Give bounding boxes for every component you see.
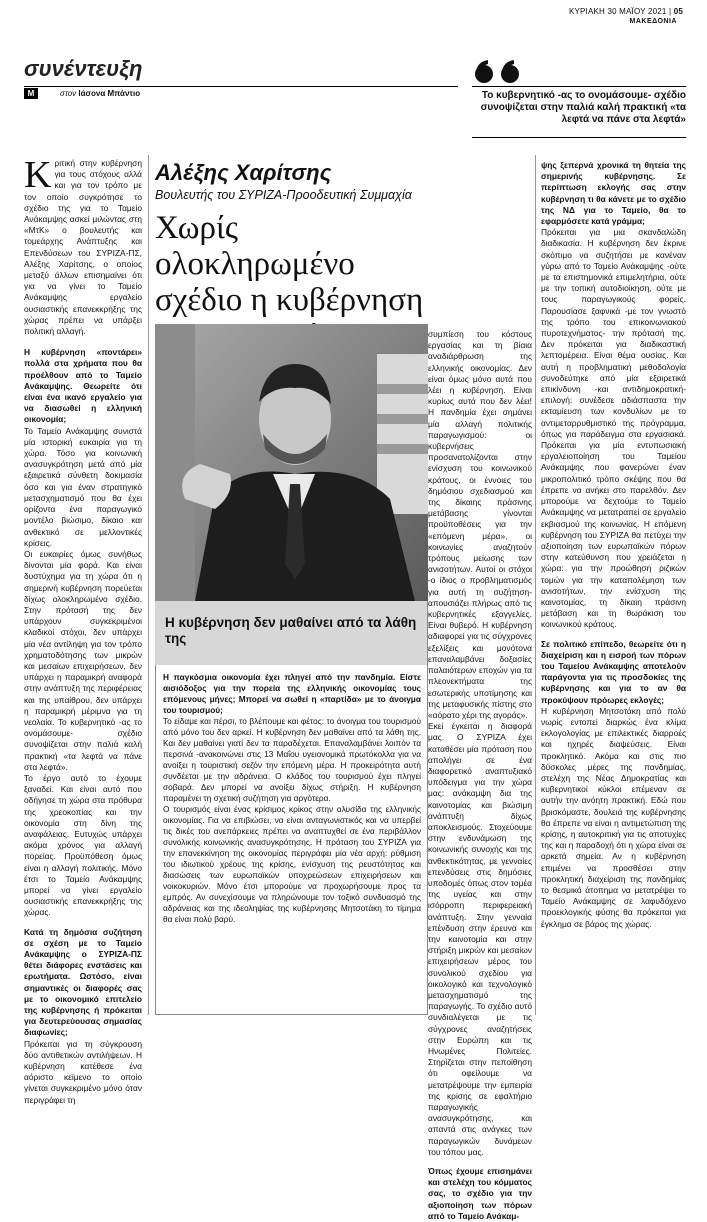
article-column-3 bbox=[428, 329, 532, 1221]
article-column-1: Κριτική στην κυβέρνηση για τους στόχους αλλά και για τον τρόπο με τον οποίο συγκρότησε το σχέδιο της για το Ταμείο Ανάκαμψης ασκεί μιλώντας στη «ΜτΚ» ο βουλευτής και τομεάρχης Ανάπτυξης και Επενδύσεων του ΣΥΡΙΖΑ-ΠΣ, Αλέξης Χαρίτσης, ο οποίος μεταξύ άλλων επισημαίνει ότι για να γίνει το Ταμείο Ανάκαμψης εργαλείο ουσιαστικής επανεκκρήξης της χώρας πρέπει να υπάρξει πολιτική αλλαγή. Η κυβέρνηση «ποντάρει» πολλά στα χρήματα που θα προέλθουν από το Ταμείο Ανάκαμψης. Θεωρείτε ότι είναι ένα ικανό εργαλείο για να διασωθεί η ελληνική οικονομία; Το Ταμείο Ανάκαμψης συνιστά μία ιστορική ευκαιρία για τη χώρα. Τόσο για κοινωνική ανασυγκρότηση μετά από μία εξαιρετικά σύνθετη δοκιμασία όσο και για έναν στρατηγικό μετασχηματισμό που θα έχει ορίζοντα ένα παραγωγικό μοντέλο βιώσιμο, δίκαιο και ανθεκτικό σε μελλοντικές κρίσεις. Οι ευκαιρίες όμως συνήθως δίνονται μία φορά. Και είναι δυστύχημα για τη χώρα ότι η σημερινή κυβέρνηση πορεύεται δίχως ολοκληρωμένο σχέδιο. Στην πρότασή της δεν υπάρχουν συγκεκριμένοι κλαδικοί στόχοι, δεν υπάρχει μία νέα αντίληψη για τον τρόπο χρηματοδότησης των μικρών και μεσαίων επιχειρήσεων, δεν υπάρχει η παραμικρή αναφορά στην ανάπτυξη της περιφέρειας και της υπαίθρου, δεν υπάρχει η παραμικρή μέριμνα για τη νεολαία. Το κυβερνητικό -ας το ονομάσουμε- σχέδιο συνοψίζεται στην παλιά καλή πρακτική «τα λεφτά να πάνε στα λεφτά». Το έργο αυτό το έχουμε ξαναδεί. Και είναι αυτό που οδήγησε τη χώρα στα πρόθυρα της χρεοκοπίας και την οικονομία στη δίνη της αναφάλειας. Ευτυχώς υπάρχει ακόμα χρόνος για αλλαγή πορείας. Προϋπόθεση όμως είναι η αλλαγή πολιτικής. Μόνο έτσι το Ταμείο Ανάκαμψης μπορεί να γίνει εργαλείο ουσιαστικής επανεκκρήξης της χώρας. Κατά τη δημόσια συζήτηση σε σχέση με το Ταμείο Ανάκαμψης ο ΣΥΡΙΖΑ-ΠΣ θέτει διάφορες ενστάσεις και ερωτήματα. Ωστόσο, είναι σημαντικές οι διαφορές σας με το οικονομικό επιτελείο της κυβέρνησης ή πρόκειται για δευτερεύουσας σημασίας διαφωνίες; Πρόκειται για τη σύγκρουση δύο αντιθετικών αντιλήψεων. Η κυβέρνηση κατέθεσε ένα αόριστο κείμενο το οποίο γίνεται συγκεκριμένο μόνο όταν περιγράφει τη bbox=[24, 154, 142, 1105]
answer: Οι ευκαιρίες όμως συνήθως δίνονται μία φορά. Και είναι δυστύχημα για τη χώρα ότι η σημερινή κυβέρνηση πορεύεται δίχως ολοκληρωμένο σχέδιο. Στην πρότασή της δεν υπάρχουν συγκεκριμένοι κλαδικοί στόχοι, δεν υπάρχει μία νέα αντίληψη για τον τρόπο χρηματοδότησης των μικρών και μεσαίων επιχειρήσεων, δεν υπάρχει η παραμικρή αναφορά στην ανάπτυξη της περιφέρειας και της υπαίθρου, δεν υπάρχει η παραμικρή μέριμνα για τη νεολαία. Το κυβερνητικό -ας το ονομάσουμε- σχέδιο συνοψίζεται στην παλιά καλή πρακτική «τα λεφτά να πάνε στα λεφτά». bbox=[24, 548, 142, 772]
answer: συμπίεση του κόστους εργασίας και τη βίαια αναδιάρθρωση της ελληνικής οικονομίας. Δεν είναι όμως μόνο αυτά που λέει η κυβέρνηση. Είναι κυρίως αυτά που δεν λέει! Η πανδημία έχει σημάνει μία αλλαγή πολιτικής παραγωγισμού: οι κυβερνήσεις προσανατολίζονται στην ενίσχυση του κοινωνικού κράτους, οι έννοιες του δημόσιου σχεδιασμού και της δίκαιης πράσινης μετάβασης γίνονται προϋποθέσεις για την «επόμενη μέρα», οι κοινωνίες αναζητούν τρόπους μείωσης των ανισοτήτων. Αυτοί οι στόχοι -ο ίδιος ο προβληματισμός για αυτή τη συζήτηση- απουσιάζει πλήρως από τις κυβερνητικές εξαγγελίες. Είναι θυβερό. Η κυβέρνηση αδιαφορεί για τις σύγχρονες εξελίξεις και μονότονα επαναλαμβάνει δοξασίες παλαιότερων εποχών για τα πλεονεκτήματα της εσωτερικής υποτίμησης και της μεταφυσικής πίστης στο «αόρατο χέρι της αγοράς». bbox=[428, 329, 532, 720]
section-rule bbox=[24, 86, 458, 87]
article-headline: Χωρίς ολοκληρωμένο σχέδιο η κυβέρνηση bbox=[155, 210, 424, 318]
answer: Το έργο αυτό το έχουμε ξαναδεί. Και είναι αυτό που οδήγησε τη χώρα στα πρόθυρα της χρεοκοπίας και την οικονομία στη δίνη της αναφάλειας. Ευτυχώς υπάρχει ακόμα χρόνος για αλλαγή πορείας. Προϋπόθεση όμως είναι η αλλαγή πολιτικής. Μόνο έτσι το Ταμείο Ανάκαμψης μπορεί να γίνει εργαλείο ουσιαστικής επανεκκρήξης της χώρας. bbox=[24, 772, 142, 918]
section-kicker: συνέντευξη bbox=[24, 56, 143, 81]
page-number: 05 bbox=[673, 7, 683, 16]
column-divider bbox=[535, 155, 536, 1015]
question: Όπως έχουμε επισημάνει και στελέχη του κόμματος σας, το σχέδιο για την αξιοποίηση των πόρων από το Ταμείο Ανάκαμ- bbox=[428, 1166, 532, 1221]
question: Η κυβέρνηση «ποντάρει» πολλά στα χρήματα που θα προέλθουν από το Ταμείο Ανάκαμψης. Θεωρείτε ότι είναι ένα ικανό εργαλείο για να διασωθεί η ελληνική οικονομία; bbox=[24, 347, 142, 425]
sidebar-box-text bbox=[163, 672, 421, 925]
answer: Το είδαμε και πέρσι, το βλέπουμε και φέτος: το άνοιγμα του τουρισμού από μόνο του δεν αρκεί. Η κυβέρνηση δεν μαθαίνει από τα λάθη της. Και δεν μαθαίνει γιατί δεν τα παραδέχεται. Επαναλαμβάνει λοιπόν τα περσινά -ανακοινώνει στις 13 Μαΐου υγειονομικά πρωτόκολλα για να ανοίξει η τουριστική σεζόν την επόμενη μέρα. Η προκειρότητα αυτή συνδέεται με την αδράνεια. Ο κλάδος του τουρισμού έχει πληγεί σοβαρά. Δεν μπορεί να ανοίξει δίχως στήριξη. Η κυβέρνηση παραμένει τη σχετική συζήτηση για αργότερα. bbox=[163, 716, 421, 803]
question: ψης ξεπερνά χρονικά τη θητεία της σημερινής κυβέρνησης. Σε περίπτωση εκλογής σας στην κυβέρνηση τι θα κάνετε με το σχέδιο της ΝΔ για το Ταμείο, θα το εφαρμόσετε κατά γράμμα; bbox=[541, 160, 686, 227]
interviewee-photo bbox=[155, 324, 428, 601]
interviewee-role: Βουλευτής του ΣΥΡΙΖΑ-Προοδευτική Συμμαχία bbox=[155, 188, 412, 202]
answer: Πρόκειται για τη σύγκρουση δύο αντιθετικών αντιλήψεων. Η κυβέρνηση κατέθεσε ένα αόριστο κείμενο το οποίο γίνεται συγκεκριμένο μόνο όταν περιγράφει τη bbox=[24, 1038, 142, 1105]
answer: Πρόκειται για μια σκανδαλώδη διαδικασία. Η κυβέρνηση δεν έκρινε σκόπιμο να συζητήσει με κανέναν γύρω από το Ταμείο Ανάκαμψης -ούτε με τα επιστημονικά επιμελητήρια, ούτε με την τοπική αυτοδιοίκηση, ούτε με τους παραγωγικούς φορείς. Παρουσίασε ξαφνικά -με τον γνωστό της τρόπο του επικοινωνιακού πυροτεχνήματος- την πρότασή της. Δεν πρόκειται για διαδικαστική λεπτομέρεια. Είναι θέμα ουσίας. Και αυτή η προβληματική μεθοδολογία συνοδεύτηκε από μία εξαιρετικά επικίνδυνη -και αντιδημοκρατική- επιλογή: συνέδεσε αδιάσπαστα την εκταμίευση των κονδυλίων με το αντιμεταρρυθμιστικό της πρόγραμμα, όπως για παράδειγμα στα εργασιακά. Πρόκειται για μία εντυπωσιακή εργαλειοποίηση του Ταμείου Ανάκαμψης που φανερώνει έναν μικροπολιτικό τρόπο σκέψης που θα έπρεπε να ανήκει στο παρελθόν. Δεν μπορούμε να δεχτούμε το Ταμείο Ανάκαμψης να μετατραπεί σε εργαλείο εκβιασμού της κοινωνίας. Η επόμενη κυβέρνηση του ΣΥΡΙΖΑ θα πετύχει την αξιοποίηση των ευρωπαϊκών πόρων στην κατεύθυνση που χρειάζεται η χώρα: για την προώθηση ριζικών τομών για την καταπολέμηση των ανισοτήτων, την ενίσχυση της καινοτομίας, τη δίκαιη πράσινη μετάβαση και τη θωράκιση του κοινωνικού κράτους. bbox=[541, 227, 686, 630]
article-column-4 bbox=[541, 160, 686, 1015]
newspaper-name: ΜΑΚΕΔΟΝΙΑ bbox=[629, 18, 677, 25]
quote-marks-icon bbox=[470, 58, 528, 84]
interviewee-name: Αλέξης Χαρίτσης bbox=[155, 160, 332, 185]
answer: Η κυβέρνηση Μητσοτάκη από πολύ νωρίς εντοπεί διαρκώς ένα κλίμα εκλογολογίας με επιλεκτικές διαρροές και ηχηρές διαψεύσεις. Είναι προκλητικό. Ακόμα και στις πιο δύσκολες μέρες της πανδημίας, στελέχη της Νέας Δημοκρατίας και κυβερνητικοί κύκλοι επέμεναν σε αυτήν την ανόητη πρακτική. Εδώ που βρισκόμαστε, δουλειά της κυβέρνησης θα έπρεπε να είναι η αντιμετώπιση της κρίσης, η αυτοκριτική για τις αποτυχίες της και η παραδοχή ότι η χώρα είναι σε αρκετά σημεία. Αν η κυβέρνηση επιμένει να προσθέσει στην προκλητική διαχείριση της πανδημίας το θεσμικό άτοπημα να μετατρέψει το Ταμείο Ανάκαμψης σε λαφυδόχενο προεκλογικής φύσης θα πρόκειται για έγκλημα σε βάρος της χώρας. bbox=[541, 705, 686, 929]
issue-date: ΚΥΡΙΑΚΗ 30 ΜΑΪΟΥ 2021 | 05 bbox=[568, 7, 683, 16]
drop-cap: Κ bbox=[24, 154, 52, 196]
paper-logo-badge: M bbox=[24, 88, 38, 99]
column-divider bbox=[148, 155, 149, 1015]
pull-quote: Το κυβερνητικό -ας το ονομάσουμε- σχέδιο συνοψίζεται στην παλιά καλή πρακτική «τα λεφτά να πάνε στα λεφτά» bbox=[472, 86, 686, 138]
question: Η παγκόσμια οικονομία έχει πληγεί από την πανδημία. Είστε αισιόδοξος για την πορεία της ελληνικής οικονομίας τους επόμενους μήνες; Μπορεί να σωθεί η «παρτίδα» με το άνοιγμα του τουρισμού; bbox=[163, 672, 421, 715]
answer: Ο τουρισμός είναι ένας κρίσιμος κρίκος στην αλυσίδα της ελληνικής οικονομίας. Για να επιβιώσει, να είναι ανταγωνιστικός και να υπερβεί τις δικές του ανεπάρκειες πρέπει να αναπτυχθεί σε ένα περιβάλλον συνολικής κοινωνικής ανασυγκρότησης. Η πρόταση του ΣΥΡΙΖΑ για την επανεκκίνηση της οικονομίας περιγράφει μία νέα αρχή: ρύθμιση του ιδιωτικού χρέους της κρίσης, ενίσχυση της ρευστότητας και διασώσεις των ευρωπαϊκών υποχρεώσεων επιχειρήσεων και νοικοκυριών. Μόνο έτσι μπορούμε να προχωρήσουμε προς τα εμπρός. Αν συνεχίσουμε να πληρώνουμε τον τοξικό συνδυασμό της αδράνειας και της ιδεοληψίας της κυβέρνησης Μητσοτάκη το τίμημα θα είναι πολύ βαρύ. bbox=[163, 804, 421, 924]
question: Σε πολιτικό επίπεδο, θεωρείτε ότι η διαχείριση και η εισροή των πόρων του Ταμείου Ανάκαμψης αποτελούν παράγοντα για τις προσδοκίες της κυβέρνησης και για το αν θα προκύψουν πρόωρες εκλογές; bbox=[541, 638, 686, 705]
sidebar-box-title: Η κυβέρνηση δεν μαθαίνει από τα λάθη της bbox=[155, 601, 427, 665]
answer: Το Ταμείο Ανάκαμψης συνιστά μία ιστορική ευκαιρία για τη χώρα. Τόσο για κοινωνική ανασυγκρότηση μετά από μία εξαιρετικά σύνθετη δοκιμασία όσο και για έναν στρατηγικό μετασχηματισμό που θα έχει ορίζοντα ένα παραγωγικό μοντέλο βιώσιμο, δίκαιο και ανθεκτικό σε μελλοντικές κρίσεις. bbox=[24, 425, 142, 548]
byline: στον Ιάσονα Μπάντιο bbox=[60, 89, 141, 98]
answer: Εκεί έγκειται η διαφορά μας. Ο ΣΥΡΙΖΑ έχει καταθέσει μία πρόταση που απολήγει σε ένα διαφορετικό αναπτυξιακό υπόδειγμα για την χώρα μας: ανάκαμψη δια της καινοτομίας και βιώσιμη ανάπτυξη δίχως αποκλεισμούς. Στοχεύουμε στην ενδυνάμωση της κοινωνικής συνοχής και της ανθεκτικότητας, με γενναίες επενδύσεις στις δημόσιες υποδομές όπως στον τομέα της υγείας και στην ισόρροπη περιφερειακή ανάπτυξη. Στην γενναία επένδυση στην έρευνα και την καινοτομία και στην στήριξη μικρών και μεσαίων επιχειρήσεων μέρος του συνολικού σχεδίου για οικολογικό και τεχνολογικό μετασχηματισμό της παραγωγής. Το σχέδιο αυτό συνδιαλέγεται με τις σύγχρονες αναζητήσεις στην Ευρώπη και τις Ηνωμένες Πολιτείες. Στηρίζεται στην πεποίθηση ότι οφείλουμε να μετατρέψουμε την εμπειρία της κρίσης σε εφαλτήριο παραγωγικής ανασυγκρότησης, και απαντά στις ανάγκες των παραγωγικών δυνάμεων του τόπου μας. bbox=[428, 721, 532, 1157]
question: Κατά τη δημόσια συζήτηση σε σχέση με το Ταμείο Ανάκαμψης ο ΣΥΡΙΖΑ-ΠΣ θέτει διάφορες ενστάσεις και ερωτήματα. Ωστόσο, είναι σημαντικές οι διαφορές σας με το οικονομικό επιτελείο της κυβέρνησης ή πρόκειται για δευτερεύουσας σημασίας διαφωνίες; bbox=[24, 926, 142, 1038]
